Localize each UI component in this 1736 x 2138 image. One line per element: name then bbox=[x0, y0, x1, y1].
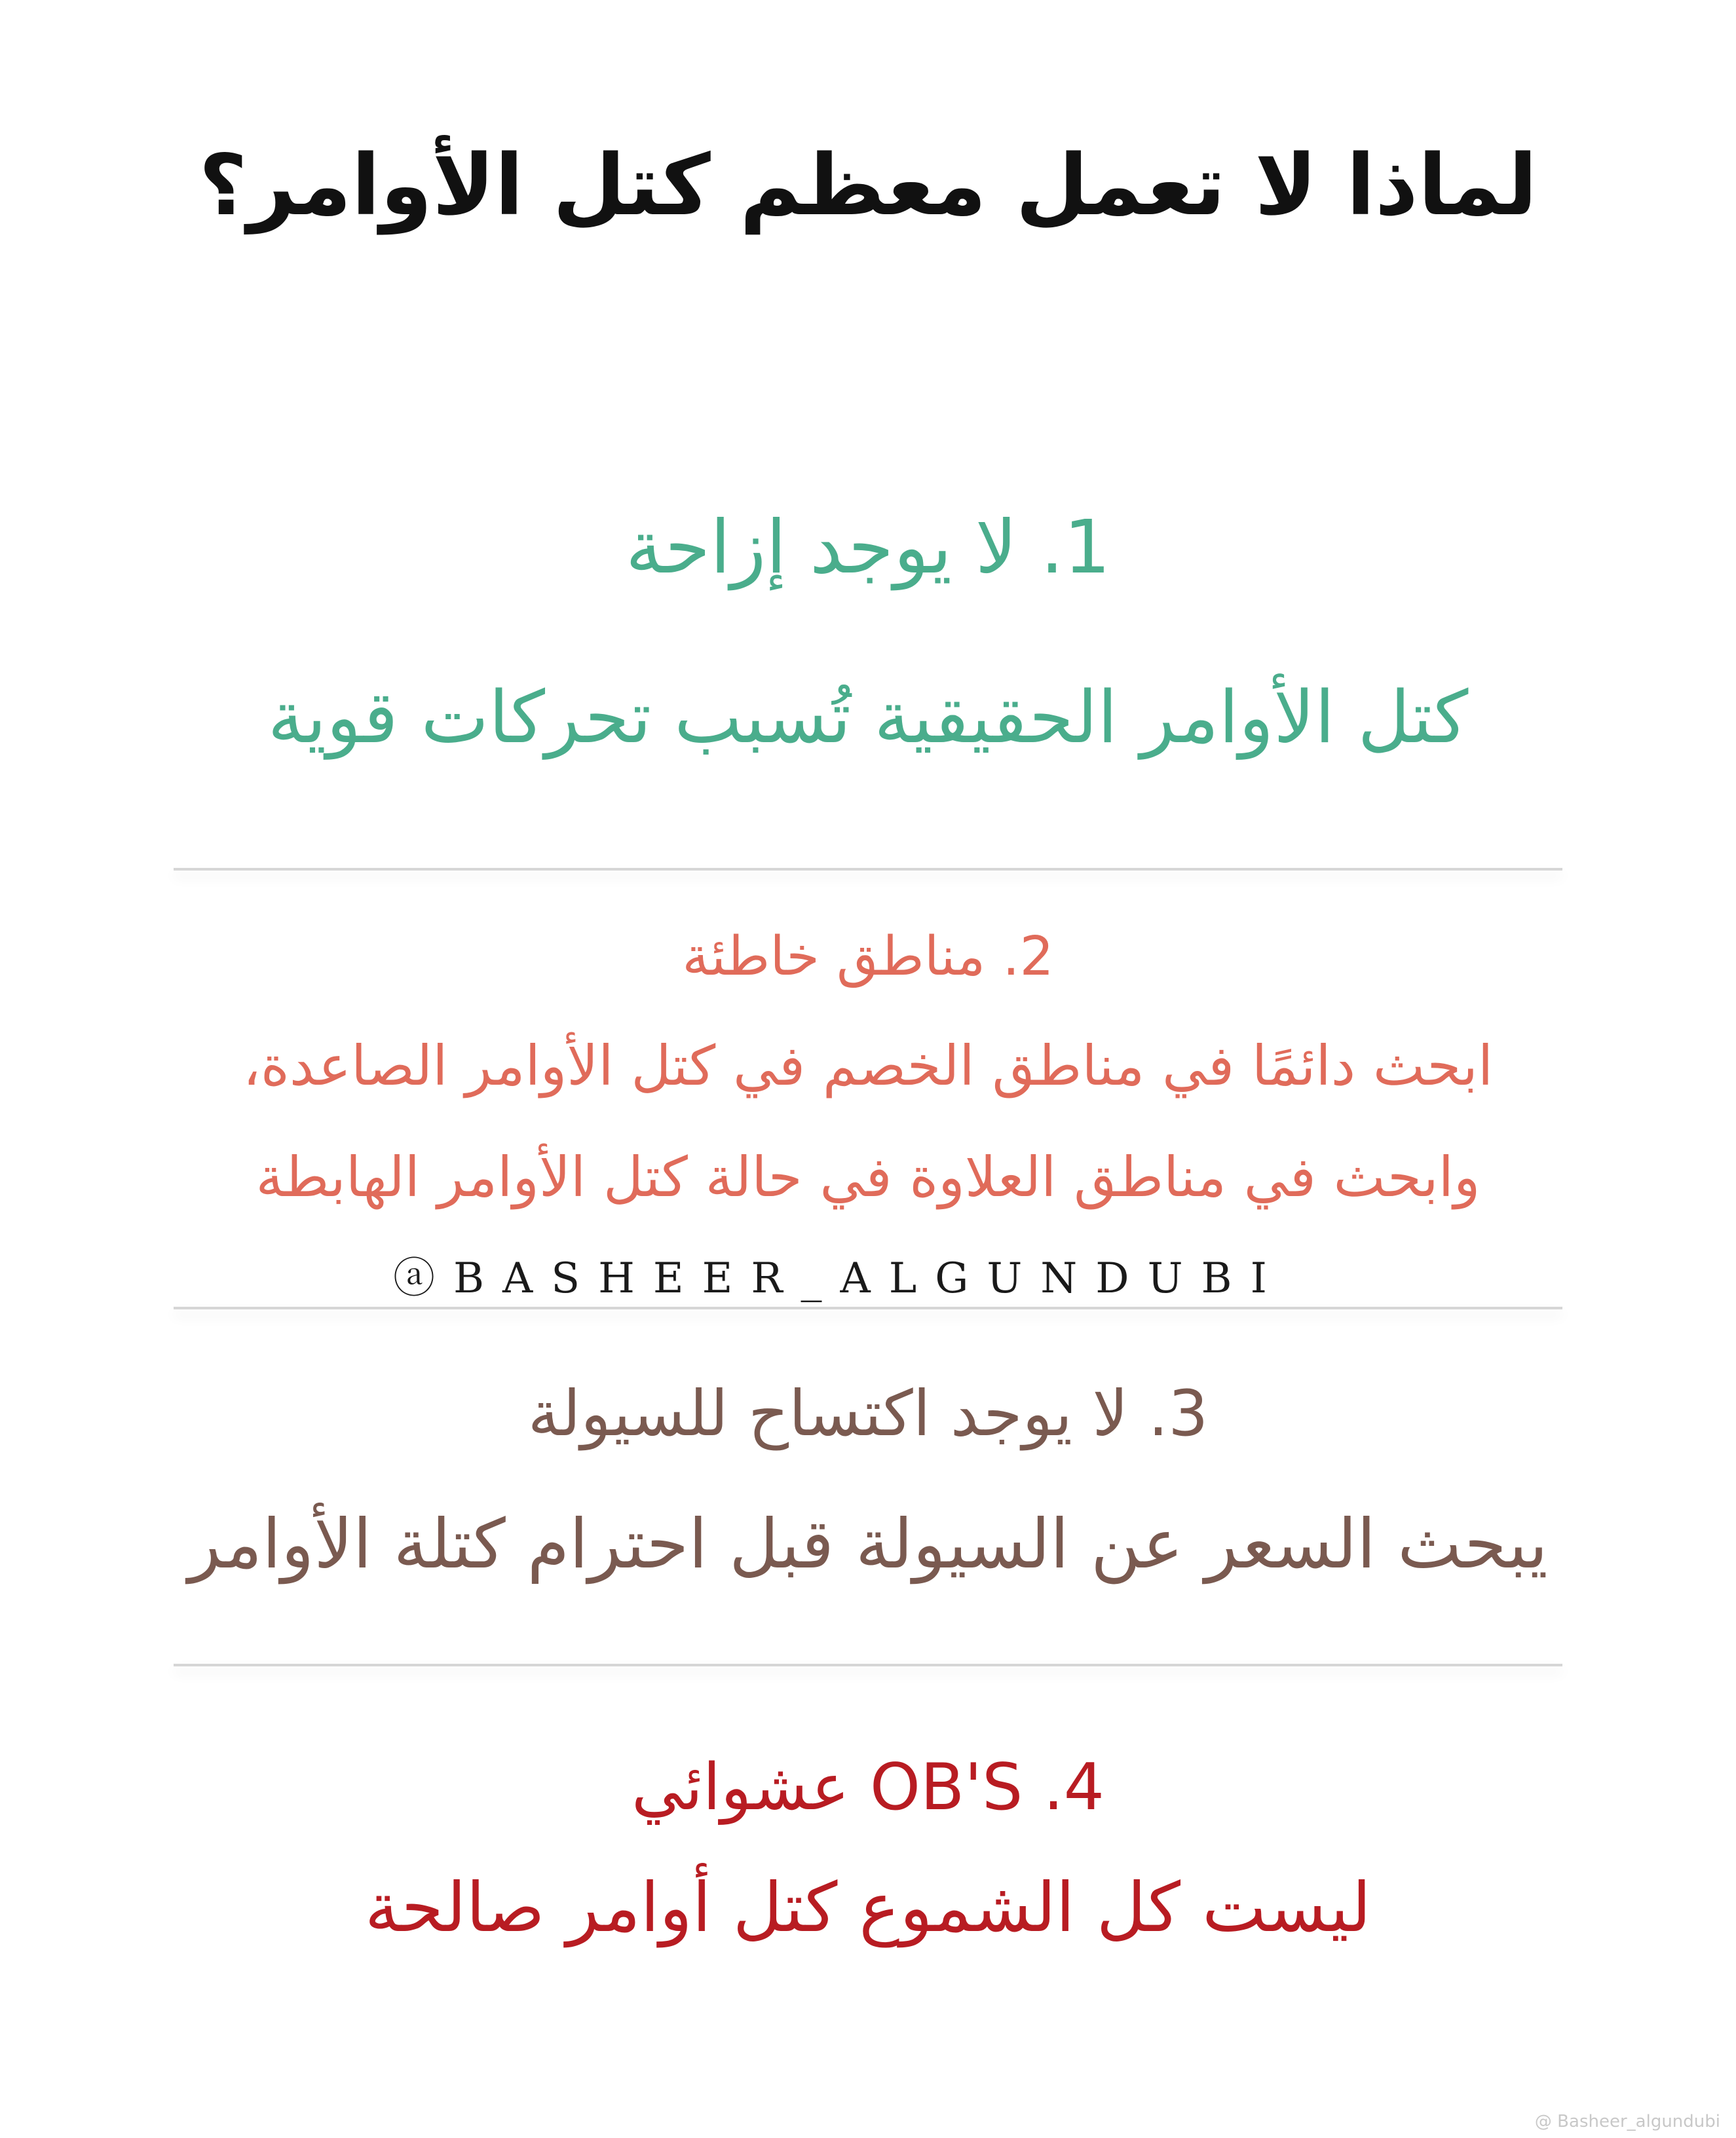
section-2-body-line-1: ابحث دائمًا في مناطق الخصم في كتل الأوامر الصاعدة، bbox=[242, 1034, 1494, 1098]
section-2-body-line-2: وابحث في مناطق العلاوة في حالة كتل الأوامر الهابطة bbox=[255, 1145, 1481, 1209]
section-1-heading: 1. لا يوجد إزاحة bbox=[625, 505, 1111, 590]
author-credit: @ Basheer_algundubi bbox=[1534, 2112, 1720, 2131]
section-2-heading: 2. مناطق خاطئة bbox=[682, 926, 1054, 988]
section-4-heading: 4. OB'S عشوائي bbox=[631, 1750, 1105, 1825]
author-watermark: ⓐBASHEER_ALGUNDUBI bbox=[393, 1254, 1285, 1303]
section-divider bbox=[174, 1307, 1562, 1309]
section-1-body: كتل الأوامر الحقيقية تُسبب تحركات قوية bbox=[267, 675, 1469, 759]
page-title: لماذا لا تعمل معظم كتل الأوامر؟ bbox=[198, 137, 1538, 234]
section-3-heading: 3. لا يوجد اكتساح للسيولة bbox=[527, 1377, 1209, 1450]
section-divider bbox=[174, 868, 1562, 871]
section-3-body: يبحث السعر عن السيولة قبل احترام كتلة الأوامر bbox=[188, 1504, 1548, 1584]
section-4-body: ليست كل الشموع كتل أوامر صالحة bbox=[364, 1867, 1372, 1947]
section-divider bbox=[174, 1664, 1562, 1666]
